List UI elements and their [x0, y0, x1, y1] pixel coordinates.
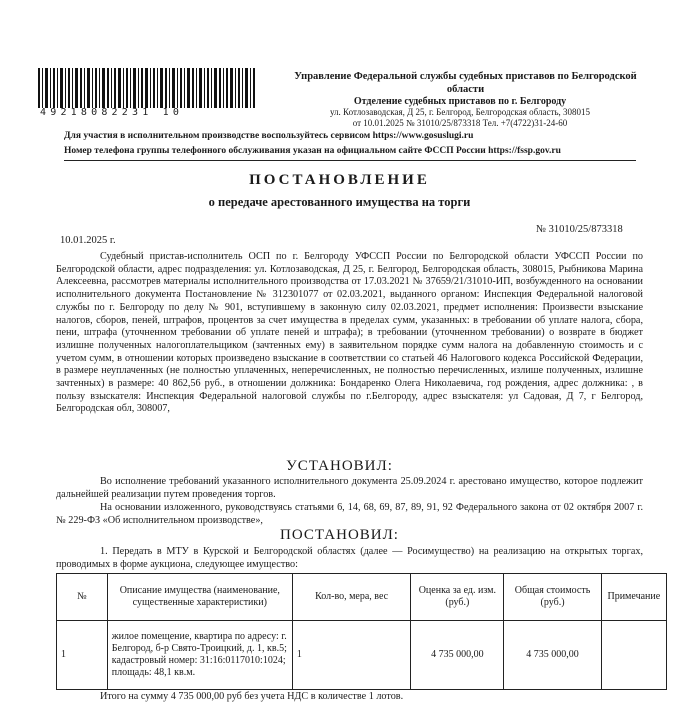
- gosuslugi-notice: Для участия в исполнительном производстве воспользуйтесь сервисом https://www.gosuslugi.ru: [64, 131, 474, 141]
- document-number: № 31010/25/873318: [536, 224, 623, 235]
- table-header-number: №: [57, 574, 108, 621]
- row-number: 1: [57, 621, 108, 690]
- table-header-quantity: Кол-во, мера, вес: [292, 574, 410, 621]
- row-quantity: 1: [292, 621, 410, 690]
- document-date: 10.01.2025 г.: [60, 235, 116, 246]
- heading-ustanovil: УСТАНОВИЛ:: [286, 458, 393, 474]
- table-header-note: Примечание: [601, 574, 666, 621]
- paragraph-arrest: Во исполнение требований указанного исполнительного документа 25.09.2024 г. арестовано имущество, которое подлежит дальнейшей реализации путем проведения торгов.: [56, 476, 643, 500]
- fssp-notice: Номер телефона группы телефонного обслуживания указан на официальном сайте ФССП России https://fssp.gov.ru: [64, 146, 561, 156]
- header-divider: [64, 160, 636, 161]
- row-note: [601, 621, 666, 690]
- table-header-description: Описание имущества (наименование, существенные характеристики): [107, 574, 292, 621]
- org-line1: Управление Федеральной службы судебных приставов по Белгородской: [294, 71, 637, 82]
- heading-postanovil: ПОСТАНОВИЛ:: [280, 527, 399, 543]
- barcode-image: [38, 68, 258, 108]
- table-header-total-price: Общая стоимость (руб.): [504, 574, 601, 621]
- paragraph-main: Судебный пристав-исполнитель ОСП по г. Белгороду УФССП России по Белгородской области УФССП России по Белгородской области, адрес подразделения: ул. Котлозаводская, Д 25, г. Белгород, Белгородская область, 308015, Рыбникова Марина Алексеевна, рассмотрев материалы исполнительного производства от 17.03.2021 № 37659/21/31010-ИП, возбужденного на основании исполнительного документа Постановление № 312301077 от 02.03.2021, выданного органом: Инспекция Федеральной налоговой службы по г. Белгороду по делу № 901, вступившему в законную силу 02.03.2021, предмет исполнения: Произвести взыскание налогов, сборов, пеней, штрафов, процентов за счет имущества в пределах сумм, указанных: в требовании об уплате налога, сбора, пени, штрафа (уточненном требовании об уплате пеней и штрафа); в требовании (уточненном требовании) о возврате в бюджет излишне полученных налогоплательщиком (зачтенных ему) в заявительном порядке сумм налога на добавленную стоимость и с учетом сумм, в отношении которых произведено взыскание в соответствии со статьей 46 Налогового кодекса Российской Федерации, в размере неуплаченных (не полностью уплаченных, неперечисленных, не полностью перечисленных, излише полученных, излишне зачтенных) в размере: 40 862,56 руб., в отношении должника: Бондаренко Олега Николаевича, год рождения, адрес должника: , в пользу взыскателя: Инспекция Федеральной налоговой службы по г.Белгороду, адрес взыскателя: ул Садовая, Д 7, г Белгород, Белгородская обл, 308007,: [56, 251, 643, 415]
- department-name: Отделение судебных приставов по г. Белгороду: [353, 96, 567, 107]
- department-reference: от 10.01.2025 № 31010/25/873318 Тел. +7(4722)31-24-60: [352, 118, 568, 128]
- table-header-row: [57, 574, 667, 621]
- table-header-unit-price: Оценка за ед. изм. (руб.): [411, 574, 504, 621]
- barcode-number: 49218082231 10: [40, 107, 184, 118]
- row-description: жилое помещение, квартира по адресу: г. Белгород, б-р Свято-Троицкий, д. 1, кв.5; кадастровый номер: 31:16:0117010:1024; площадь: 48,1 кв.м.: [107, 621, 292, 690]
- property-table: [56, 573, 667, 690]
- document-subtitle: о передаче арестованного имущества на торги: [208, 195, 471, 209]
- table-row: [57, 621, 667, 690]
- department-block: [290, 96, 630, 129]
- total-line: Итого на сумму 4 735 000,00 руб без учета НДС в количестве 1 лотов.: [100, 691, 404, 702]
- org-line2: области: [446, 84, 485, 95]
- row-unit-price: 4 735 000,00: [411, 621, 504, 690]
- paragraph-transfer: 1. Передать в МТУ в Курской и Белгородской областях (далее — Росимущество) на реализацию на открытых торгах, проводимых в форме аукциона, следующее имущество:: [56, 546, 643, 570]
- row-total-price: 4 735 000,00: [504, 621, 601, 690]
- issuing-organization: [288, 70, 643, 96]
- department-address: ул. Котлозаводская, Д 25, г. Белгород, Белгородская область, 308015: [329, 107, 591, 117]
- paragraph-legal-basis: На основании изложенного, руководствуясь статьями 6, 14, 68, 69, 87, 89, 91, 92 Федерального закона от 02 октября 2007 г. № 229-ФЗ «Об исполнительном производстве»,: [56, 502, 643, 526]
- document-title: ПОСТАНОВЛЕНИЕ: [249, 172, 430, 188]
